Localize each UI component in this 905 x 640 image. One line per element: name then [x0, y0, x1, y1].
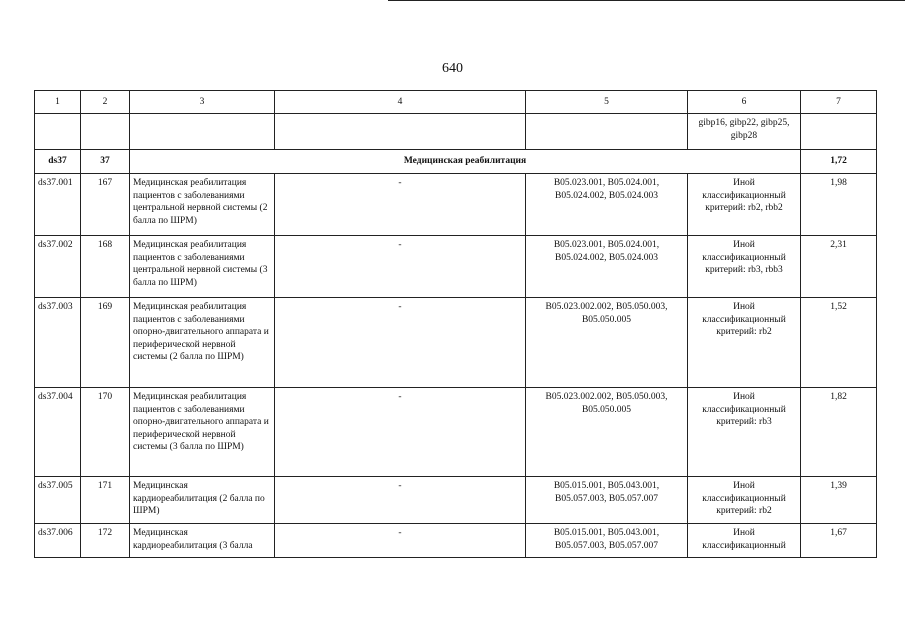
section-coefficient: 1,72 [801, 150, 877, 174]
table-row [35, 477, 877, 524]
row-services: B05.023.001, B05.024.001, B05.024.002, B05.024.003 [526, 174, 688, 236]
row-coefficient: 1,39 [801, 477, 877, 524]
row-col4: - [275, 174, 526, 236]
row-col4: - [275, 298, 526, 388]
header-cell: 1 [35, 91, 81, 114]
page-number: 640 [442, 61, 463, 76]
row-coefficient: 1,67 [801, 524, 877, 558]
row-services: B05.023.002.002, B05.050.003, B05.050.005 [526, 298, 688, 388]
row-services: B05.015.001, B05.043.001, B05.057.003, B05.057.007 [526, 477, 688, 524]
row-code: ds37.001 [35, 174, 81, 236]
table-row [35, 174, 877, 236]
row-coefficient: 1,98 [801, 174, 877, 236]
row-services: B05.015.001, B05.043.001, B05.057.003, B05.057.007 [526, 524, 688, 558]
table-row [35, 298, 877, 388]
top-rule [388, 0, 905, 1]
row-col4: - [275, 477, 526, 524]
row-name: Медицинская реабилитация пациентов с заболеваниями центральной нервной системы (3 балла по ШРМ) [130, 236, 275, 298]
header-cell: 5 [526, 91, 688, 114]
row-code: ds37.003 [35, 298, 81, 388]
row-code: ds37.005 [35, 477, 81, 524]
row-coefficient: 2,31 [801, 236, 877, 298]
row-criteria: Иной классификационный критерий: rb2 [688, 298, 801, 388]
header-row [35, 91, 877, 114]
row-number: 169 [81, 298, 130, 388]
table-row [35, 236, 877, 298]
criteria-cell: gibp16, gibp22, gibp25, gibp28 [688, 114, 801, 150]
row-name: Медицинская реабилитация пациентов с заболеваниями опорно-двигательного аппарата и периферической нервной системы (3 балла по ШРМ) [130, 388, 275, 477]
row-coefficient: 1,82 [801, 388, 877, 477]
row-code: ds37.002 [35, 236, 81, 298]
row-number: 167 [81, 174, 130, 236]
table-row [35, 524, 877, 558]
row-number: 170 [81, 388, 130, 477]
row-name: Медицинская реабилитация пациентов с заболеваниями центральной нервной системы (2 балла по ШРМ) [130, 174, 275, 236]
row-criteria: Иной классификационный [688, 524, 801, 558]
row-services: B05.023.001, B05.024.001, B05.024.002, B05.024.003 [526, 236, 688, 298]
table-row [35, 388, 877, 477]
tariff-table [34, 90, 877, 558]
row-name: Медицинская кардиореабилитация (2 балла по ШРМ) [130, 477, 275, 524]
row-criteria: Иной классификационный критерий: rb3 [688, 388, 801, 477]
row-coefficient: 1,52 [801, 298, 877, 388]
header-cell: 2 [81, 91, 130, 114]
section-title: Медицинская реабилитация [130, 150, 801, 174]
header-cell: 4 [275, 91, 526, 114]
row-col4: - [275, 388, 526, 477]
header-cell: 6 [688, 91, 801, 114]
row-col4: - [275, 236, 526, 298]
header-cell: 3 [130, 91, 275, 114]
row-name: Медицинская реабилитация пациентов с заболеваниями опорно-двигательного аппарата и периферической нервной системы (2 балла по ШРМ) [130, 298, 275, 388]
row-criteria: Иной классификационный критерий: rb2 [688, 477, 801, 524]
row-criteria: Иной классификационный критерий: rb3, rbb3 [688, 236, 801, 298]
row-name: Медицинская кардиореабилитация (3 балла [130, 524, 275, 558]
row-number: 171 [81, 477, 130, 524]
row-code: ds37.006 [35, 524, 81, 558]
section-number: 37 [81, 150, 130, 174]
section-code: ds37 [35, 150, 81, 174]
header-cell: 7 [801, 91, 877, 114]
row-number: 172 [81, 524, 130, 558]
section-row [35, 150, 877, 174]
row-col4: - [275, 524, 526, 558]
row-number: 168 [81, 236, 130, 298]
row-code: ds37.004 [35, 388, 81, 477]
row-criteria: Иной классификационный критерий: rb2, rbb2 [688, 174, 801, 236]
row-services: B05.023.002.002, B05.050.003, B05.050.005 [526, 388, 688, 477]
continuation-row [35, 114, 877, 150]
